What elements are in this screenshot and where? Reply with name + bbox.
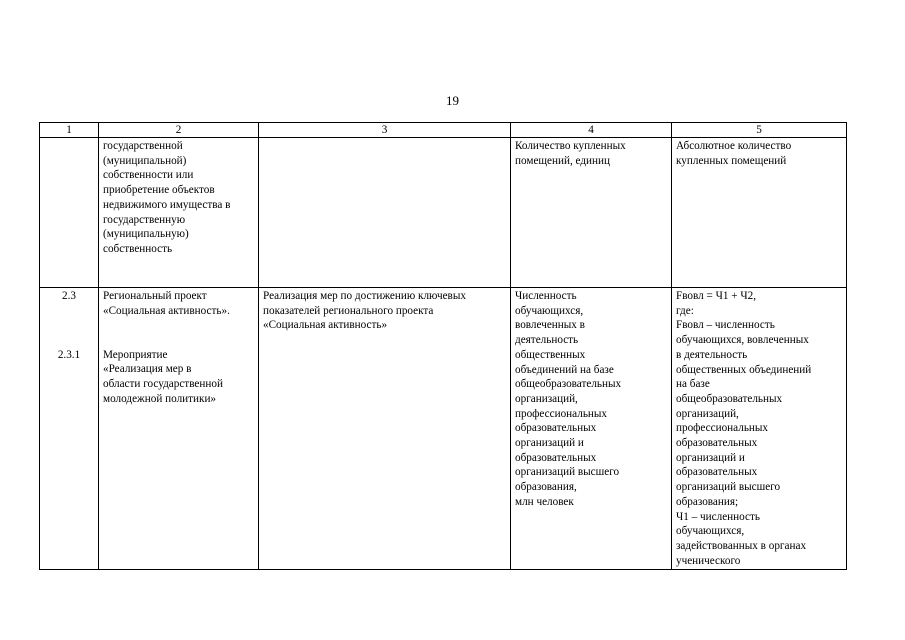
text-line: (муниципальную) xyxy=(103,228,189,241)
indicator-cell xyxy=(511,288,672,570)
goal-cell xyxy=(259,288,511,570)
text-line: общественных xyxy=(515,348,586,361)
method-cell xyxy=(672,288,847,570)
text-line: обучающихся, xyxy=(515,304,584,317)
text-line: недвижимого имущества в xyxy=(103,198,231,211)
text-line: задействованных в органах xyxy=(676,539,807,552)
text-line: млн человек xyxy=(515,495,574,508)
text-line: организаций и xyxy=(676,451,745,464)
column-header-5: 5 xyxy=(672,123,847,138)
text-line: профессиональных xyxy=(676,422,769,435)
text-line: показателей регионального проекта xyxy=(263,304,434,317)
text-line: образовательных xyxy=(676,437,758,450)
column-header-2: 2 xyxy=(99,123,259,138)
text-line: Реализация мер по достижению ключевых xyxy=(263,290,466,302)
text-line: ученического xyxy=(676,554,741,567)
text-line: (муниципальной) xyxy=(103,154,187,167)
text-line: Количество купленных xyxy=(515,140,626,152)
row-number-cell xyxy=(40,138,99,288)
text-line: области государственной xyxy=(103,378,223,391)
text-line: организаций и xyxy=(515,437,584,450)
text-line: организаций, xyxy=(676,407,739,420)
goal-cell xyxy=(259,138,511,288)
text-line: Ч1 – численность xyxy=(676,510,760,523)
indicator-cell xyxy=(511,138,672,288)
text-line: образовательных xyxy=(676,466,758,479)
column-header-1: 1 xyxy=(40,123,99,138)
text-line: организаций, xyxy=(515,392,578,405)
text-line: собственность xyxy=(103,242,173,255)
text-line: Численность xyxy=(515,290,577,302)
text-line: «Социальная активность» xyxy=(263,319,388,332)
text-line: вовлеченных в xyxy=(515,319,585,332)
text-line: помещений, единиц xyxy=(515,154,611,167)
text-line: образовательных xyxy=(515,422,597,435)
text-line: где: xyxy=(676,304,694,317)
table-header-row xyxy=(40,123,847,138)
text-line: обучающихся, xyxy=(676,525,745,538)
text-line: «Реализация мер в xyxy=(103,363,192,376)
text-line: общеобразовательных xyxy=(515,378,622,391)
method-cell xyxy=(672,138,847,288)
row-number-a: 2.3 xyxy=(62,290,76,302)
text-line: купленных помещений xyxy=(676,154,787,167)
text-line: Мероприятие xyxy=(103,348,168,361)
text-line: общеобразовательных xyxy=(676,392,783,405)
formula-line: Fвовл = Ч1 + Ч2, xyxy=(676,290,757,302)
text-line: Fвовл – численность xyxy=(676,319,775,332)
indicators-table xyxy=(39,122,847,570)
text-line: деятельность xyxy=(515,334,579,347)
text-line: приобретение объектов xyxy=(103,184,215,197)
text-line: молодежной политики» xyxy=(103,392,217,405)
text-line: государственной xyxy=(103,140,183,152)
row-number-b: 2.3.1 xyxy=(57,348,81,361)
text-line: обучающихся, вовлеченных xyxy=(676,334,809,347)
text-line: общественных объединений xyxy=(676,363,812,376)
text-line: профессиональных xyxy=(515,407,608,420)
event-name-cell xyxy=(99,138,259,288)
table-row xyxy=(40,288,847,570)
page-number: 19 xyxy=(446,93,459,108)
text-line: в деятельность xyxy=(676,348,748,361)
text-line: «Социальная активность». xyxy=(103,304,230,317)
text-line: государственную xyxy=(103,213,186,226)
text-line: собственности или xyxy=(103,169,194,182)
text-line: образовательных xyxy=(515,451,597,464)
text-line: Абсолютное количество xyxy=(676,140,792,152)
text-line: Региональный проект xyxy=(103,290,207,302)
table-row xyxy=(40,138,847,288)
text-line: объединений на базе xyxy=(515,363,614,376)
column-header-3: 3 xyxy=(259,123,511,138)
row-number-cell xyxy=(40,288,99,570)
text-line: образования, xyxy=(515,481,577,494)
text-line: на базе xyxy=(676,378,710,391)
text-line: организаций высшего xyxy=(515,466,620,479)
text-line: организаций высшего xyxy=(676,481,781,494)
event-name-cell xyxy=(99,288,259,570)
text-line: образования; xyxy=(676,495,739,508)
column-header-4: 4 xyxy=(511,123,672,138)
